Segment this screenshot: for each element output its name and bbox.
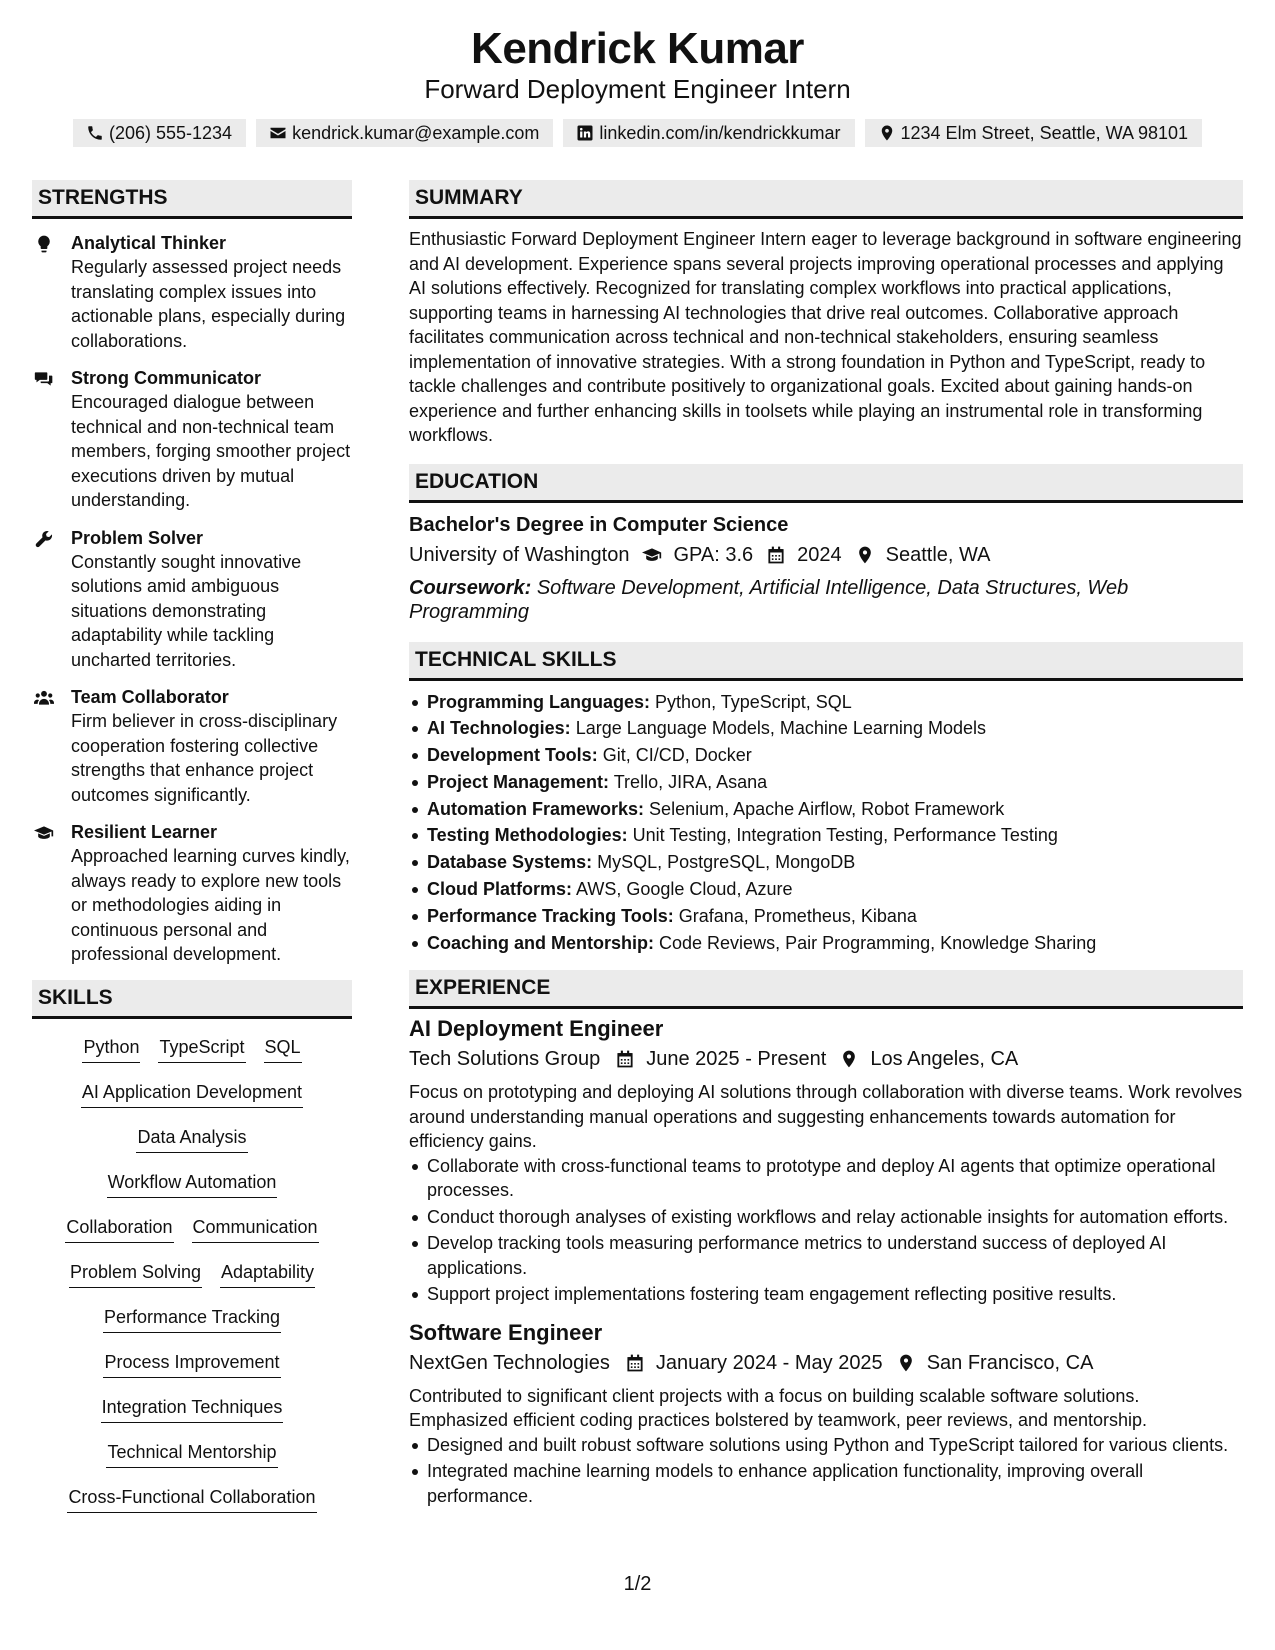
- wrench-icon: [32, 528, 56, 550]
- job-bullets: [409, 1433, 1243, 1509]
- school-name: University of Washington: [409, 543, 630, 566]
- strength-item: [32, 820, 352, 967]
- experience-heading: EXPERIENCE: [409, 970, 1243, 1009]
- location-icon: [838, 1048, 860, 1070]
- skill-tag: Cross-Functional Collaboration: [67, 1483, 316, 1513]
- strength-desc: Approached learning curves kindly, always ready to explore new tools or methodologies aiding in continuous personal and professional development.: [71, 846, 350, 964]
- job-bullets: [409, 1154, 1243, 1307]
- contact-address-text: 1234 Elm Street, Seattle, WA 98101: [900, 122, 1189, 143]
- skill-tag: Problem Solving: [69, 1258, 202, 1288]
- list-item: [409, 689, 1243, 716]
- list-item: Collaborate with cross-functional teams to prototype and deploy AI agents that optimize operational processes.: [409, 1154, 1243, 1203]
- linkedin-icon: [575, 123, 595, 143]
- skill-tag: Workflow Automation: [107, 1168, 278, 1198]
- summary-heading: SUMMARY: [409, 180, 1243, 219]
- skill-values: Unit Testing, Integration Testing, Performance Testing: [632, 825, 1058, 846]
- calendar-icon: [614, 1048, 636, 1070]
- strength-desc: Firm believer in cross-disciplinary cooperation fostering collective strengths that enhance project outcomes significantly.: [71, 711, 338, 805]
- graduation-cap-icon: [32, 822, 56, 844]
- location-icon: [877, 123, 897, 143]
- job-location: San Francisco, CA: [926, 1351, 1094, 1374]
- skill-tag: Python: [82, 1033, 140, 1063]
- company-name: Tech Solutions Group: [409, 1048, 601, 1071]
- education-section: [409, 464, 1243, 624]
- job-description: Focus on prototyping and deploying AI solutions through collaboration with diverse teams. Work revolves around understanding manual operations and suggesting enhancements towards automation for efficiency gains.: [409, 1082, 1243, 1152]
- strength-desc: Encouraged dialogue between technical and non-technical team members, forging smoother project executions driven by mutual understanding.: [71, 392, 351, 510]
- skills-row: [32, 1393, 352, 1438]
- list-item: [409, 769, 1243, 796]
- skills-row: [32, 1033, 352, 1078]
- technical-skills-list: [409, 689, 1243, 957]
- skills-row: [32, 1348, 352, 1393]
- contact-phone-text: (206) 555-1234: [108, 122, 233, 143]
- coursework: [409, 576, 1243, 624]
- strength-title: Resilient Learner: [71, 822, 218, 842]
- strength-title: Strong Communicator: [71, 368, 262, 388]
- contact-address: [865, 119, 1203, 147]
- skill-tag: Communication: [192, 1213, 319, 1243]
- calendar-icon: [765, 544, 787, 566]
- coursework-list: Software Development, Artificial Intelligence, Data Structures, Web Programming: [409, 576, 1129, 623]
- skill-tag: TypeScript: [158, 1033, 245, 1063]
- list-item: [409, 903, 1243, 930]
- education-heading: EDUCATION: [409, 464, 1243, 503]
- candidate-name: Kendrick Kumar: [471, 24, 804, 73]
- list-item: Develop tracking tools measuring performance metrics to understand success of deployed AI applications.: [409, 1231, 1243, 1280]
- list-item: [409, 796, 1243, 823]
- job-meta: [409, 1044, 1243, 1074]
- graduation-cap-icon: [641, 544, 663, 566]
- skill-category: Coaching and Mentorship:: [427, 932, 654, 953]
- contact-linkedin-text: linkedin.com/in/kendrickkumar: [599, 122, 841, 143]
- skills-row: [32, 1213, 352, 1258]
- calendar-icon: [624, 1352, 646, 1374]
- skill-tag: Performance Tracking: [103, 1303, 281, 1333]
- strengths-list: [32, 231, 352, 967]
- job-description: Contributed to significant client projects with a focus on building scalable software solutions. Emphasized efficient coding practices bolstered by teamwork, peer reviews, and mentorship.: [409, 1385, 1148, 1431]
- skills-row: [32, 1168, 352, 1213]
- skills-section: [32, 980, 352, 1528]
- contact-email-text: kendrick.kumar@example.com: [292, 122, 540, 143]
- graduation-year: 2024: [797, 543, 842, 566]
- skill-tag: Data Analysis: [136, 1123, 247, 1153]
- left-column: [32, 180, 352, 1528]
- skill-values: Grafana, Prometheus, Kibana: [678, 905, 917, 926]
- skill-values: Code Reviews, Pair Programming, Knowledge Sharing: [659, 932, 1097, 953]
- job-meta: [409, 1348, 1243, 1378]
- list-item: [409, 715, 1243, 742]
- skill-values: MySQL, PostgreSQL, MongoDB: [597, 852, 856, 873]
- right-column: [409, 180, 1243, 1510]
- skill-category: AI Technologies:: [427, 718, 571, 739]
- strength-title: Analytical Thinker: [71, 233, 227, 253]
- strength-item: [32, 366, 352, 513]
- technical-skills-section: [409, 642, 1243, 957]
- skill-tag: Adaptability: [220, 1258, 315, 1288]
- skill-category: Cloud Platforms:: [427, 879, 573, 900]
- skill-tag: AI Application Development: [81, 1078, 303, 1108]
- skills-row: [32, 1303, 352, 1348]
- phone-icon: [85, 123, 105, 143]
- skills-heading: SKILLS: [32, 980, 352, 1019]
- skills-row: [32, 1483, 352, 1528]
- skills-row: [32, 1258, 352, 1303]
- school-location: Seattle, WA: [885, 543, 991, 566]
- skill-tag: Integration Techniques: [101, 1393, 284, 1423]
- skill-category: Testing Methodologies:: [427, 825, 628, 846]
- job-dates: June 2025 - Present: [646, 1048, 827, 1071]
- contact-bar: [0, 119, 1275, 147]
- resume-header: [0, 22, 1275, 147]
- location-icon: [854, 544, 876, 566]
- skills-row: [32, 1078, 352, 1123]
- strength-desc: Constantly sought innovative solutions amid ambiguous situations demonstrating adaptability while tackling uncharted territories.: [71, 551, 302, 670]
- degree-title: Bachelor's Degree in Computer Science: [409, 513, 789, 536]
- list-item: [409, 876, 1243, 903]
- skill-values: Selenium, Apache Airflow, Robot Framework: [649, 798, 1005, 819]
- strength-item: [32, 231, 352, 353]
- job-entry: [409, 1015, 1243, 1307]
- list-item: [409, 849, 1243, 876]
- skill-values: Git, CI/CD, Docker: [602, 745, 752, 766]
- list-item: Support project implementations fostering team engagement reflecting positive results.: [409, 1282, 1243, 1307]
- chat-icon: [32, 368, 56, 390]
- strengths-heading: STRENGTHS: [32, 180, 352, 219]
- page-number: 1/2: [623, 1573, 652, 1595]
- lightbulb-icon: [32, 233, 56, 255]
- skill-values: Large Language Models, Machine Learning Models: [575, 718, 986, 739]
- skill-values: AWS, Google Cloud, Azure: [576, 879, 793, 900]
- education-meta: [409, 540, 1243, 570]
- job-entry: [409, 1319, 1243, 1509]
- contact-email[interactable]: [256, 119, 553, 147]
- strength-title: Team Collaborator: [71, 687, 229, 707]
- email-icon: [268, 123, 288, 143]
- skill-tag: Technical Mentorship: [106, 1438, 277, 1468]
- location-icon: [895, 1352, 917, 1374]
- strength-title: Problem Solver: [71, 527, 204, 548]
- skill-tag: Collaboration: [65, 1213, 173, 1243]
- list-item: [409, 930, 1243, 957]
- users-icon: [32, 687, 56, 709]
- job-title: AI Deployment Engineer: [409, 1016, 664, 1042]
- technical-skills-heading: TECHNICAL SKILLS: [409, 642, 1243, 681]
- skill-tag: SQL: [264, 1033, 302, 1063]
- skills-list: [32, 1033, 352, 1528]
- list-item: Designed and built robust software solutions using Python and TypeScript tailored for various clients.: [409, 1433, 1243, 1458]
- job-location: Los Angeles, CA: [870, 1048, 1019, 1071]
- skills-row: [32, 1438, 352, 1483]
- job-title: Software Engineer: [409, 1319, 603, 1345]
- contact-phone[interactable]: [73, 119, 246, 147]
- skill-values: Trello, JIRA, Asana: [613, 771, 768, 792]
- skill-category: Performance Tracking Tools:: [427, 905, 674, 926]
- gpa: GPA: 3.6: [673, 543, 754, 566]
- summary-text: Enthusiastic Forward Deployment Engineer Intern eager to leverage background in software engineering and AI development. Experience spans several projects improving operational processes and applying AI solutions effectively. Recognized for translating complex workflows into practical applications, supporting teams in harnessing AI technologies that drive real outcomes. Collaborative approach facilitates communication across technical and non-technical stakeholders, ensuring seamless implementation of innovative strategies. With a strong foundation in Python and TypeScript, ready to tackle challenges and contribute positively to organizational goals. Excited about gaining hands-on experience and further enhancing skills in toolsets while playing an instrumental role in transforming workflows.: [409, 229, 1242, 445]
- job-dates: January 2024 - May 2025: [655, 1351, 883, 1374]
- skill-tag: Process Improvement: [103, 1348, 280, 1378]
- list-item: [409, 822, 1243, 849]
- list-item: Integrated machine learning models to enhance application functionality, improving overall performance.: [409, 1459, 1243, 1508]
- list-item: [409, 742, 1243, 769]
- contact-linkedin[interactable]: [563, 119, 854, 147]
- strength-item: [32, 526, 352, 673]
- experience-section: [409, 970, 1243, 1508]
- list-item: Conduct thorough analyses of existing workflows and relay actionable insights for automation efforts.: [409, 1205, 1243, 1230]
- skill-category: Development Tools:: [427, 745, 598, 766]
- skill-category: Programming Languages:: [427, 691, 651, 712]
- skill-category: Project Management:: [427, 771, 610, 792]
- skills-row: [32, 1123, 352, 1168]
- candidate-role: Forward Deployment Engineer Intern: [424, 74, 851, 104]
- strength-item: [32, 685, 352, 807]
- skill-category: Database Systems:: [427, 852, 593, 873]
- company-name: NextGen Technologies: [409, 1351, 610, 1374]
- strength-desc: Regularly assessed project needs translating complex issues into actionable plans, especially during collaborations.: [71, 257, 346, 351]
- coursework-label: Coursework:: [409, 576, 532, 599]
- skill-category: Automation Frameworks:: [427, 798, 645, 819]
- skill-values: Python, TypeScript, SQL: [655, 691, 852, 712]
